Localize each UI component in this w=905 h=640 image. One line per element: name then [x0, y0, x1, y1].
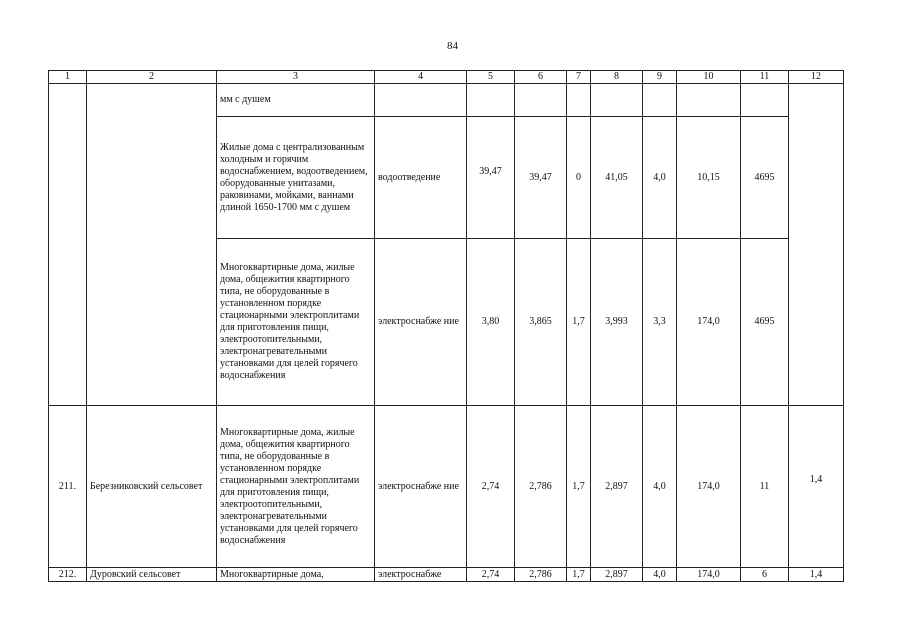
service-cell — [375, 84, 467, 117]
header-cell: 6 — [515, 71, 567, 84]
header-cell: 11 — [741, 71, 789, 84]
settlement-cell: Березниковский сельсовет — [87, 406, 217, 568]
header-cell: 4 — [375, 71, 467, 84]
index-cell: 212. — [49, 568, 87, 582]
value-cell: 0 — [567, 117, 591, 239]
settlement-cell — [87, 84, 217, 406]
page-number: 84 — [447, 40, 458, 52]
housing-description: мм с душем — [217, 84, 375, 117]
table-row — [49, 568, 844, 582]
housing-description: Жилые дома с централизованным холодным и горячим водоснабжением, водоотведением, оборудованные унитазами, раковинами, мойками, ваннами длиной 1650-1700 мм с душем — [217, 117, 375, 239]
housing-description: Многоквартирные дома, жилые дома, общежития квартирного типа, не оборудованные в установленном порядке стационарными электроплитами для приготовления пищи, электроотопительными, электронагревательными установками для целей горячего водоснабжения — [217, 239, 375, 406]
value-cell — [515, 84, 567, 117]
value-cell — [591, 84, 643, 117]
value-cell: 3,3 — [643, 239, 677, 406]
value-cell: 1,4 — [789, 568, 844, 582]
table-row — [49, 84, 844, 117]
value-cell: 2,897 — [591, 406, 643, 568]
value-cell: 4695 — [741, 239, 789, 406]
service-cell: электроснабже — [375, 568, 467, 582]
header-cell: 3 — [217, 71, 375, 84]
header-row — [49, 71, 844, 84]
value-cell — [789, 84, 844, 406]
housing-description: Многоквартирные дома, жилые дома, общежития квартирного типа, не оборудованные в установленном порядке стационарными электроплитами для приготовления пищи, электроотопительными, электронагревательными установками для целей горячего водоснабжения — [217, 406, 375, 568]
value-cell: 2,74 — [467, 406, 515, 568]
value-cell — [567, 84, 591, 117]
value-cell: 11 — [741, 406, 789, 568]
index-cell: 211. — [49, 406, 87, 568]
header-cell: 1 — [49, 71, 87, 84]
value-cell: 1,4 — [789, 406, 844, 568]
service-cell: электроснабже ние — [375, 239, 467, 406]
index-cell — [49, 84, 87, 406]
value-cell — [467, 84, 515, 117]
value-cell: 1,7 — [567, 239, 591, 406]
service-cell: водоотведение — [375, 117, 467, 239]
service-cell: электроснабже ние — [375, 406, 467, 568]
header-cell: 10 — [677, 71, 741, 84]
value-cell: 4,0 — [643, 117, 677, 239]
value-cell: 41,05 — [591, 117, 643, 239]
value-cell — [643, 84, 677, 117]
value-cell: 174,0 — [677, 406, 741, 568]
value-cell: 174,0 — [677, 239, 741, 406]
value-cell: 1,7 — [567, 568, 591, 582]
value-cell: 4,0 — [643, 568, 677, 582]
value-cell: 2,74 — [467, 568, 515, 582]
header-cell: 7 — [567, 71, 591, 84]
header-cell: 9 — [643, 71, 677, 84]
value-cell: 4,0 — [643, 406, 677, 568]
value-cell: 174,0 — [677, 568, 741, 582]
value-cell: 6 — [741, 568, 789, 582]
value-cell: 10,15 — [677, 117, 741, 239]
value-cell: 39,47 — [515, 117, 567, 239]
value-cell — [677, 84, 741, 117]
header-cell: 2 — [87, 71, 217, 84]
header-cell: 8 — [591, 71, 643, 84]
housing-description: Многоквартирные дома, — [217, 568, 375, 582]
value-cell: 2,786 — [515, 568, 567, 582]
value-cell: 2,897 — [591, 568, 643, 582]
tariff-table — [48, 70, 844, 582]
value-cell: 3,865 — [515, 239, 567, 406]
value-cell: 2,786 — [515, 406, 567, 568]
table-row — [49, 406, 844, 568]
value-cell: 3,993 — [591, 239, 643, 406]
value-cell — [741, 84, 789, 117]
header-cell: 12 — [789, 71, 844, 84]
value-cell: 3,80 — [467, 239, 515, 406]
value-cell: 1,7 — [567, 406, 591, 568]
header-cell: 5 — [467, 71, 515, 84]
settlement-cell: Дуровский сельсовет — [87, 568, 217, 582]
value-cell: 39,47 — [467, 117, 515, 239]
value-cell: 4695 — [741, 117, 789, 239]
